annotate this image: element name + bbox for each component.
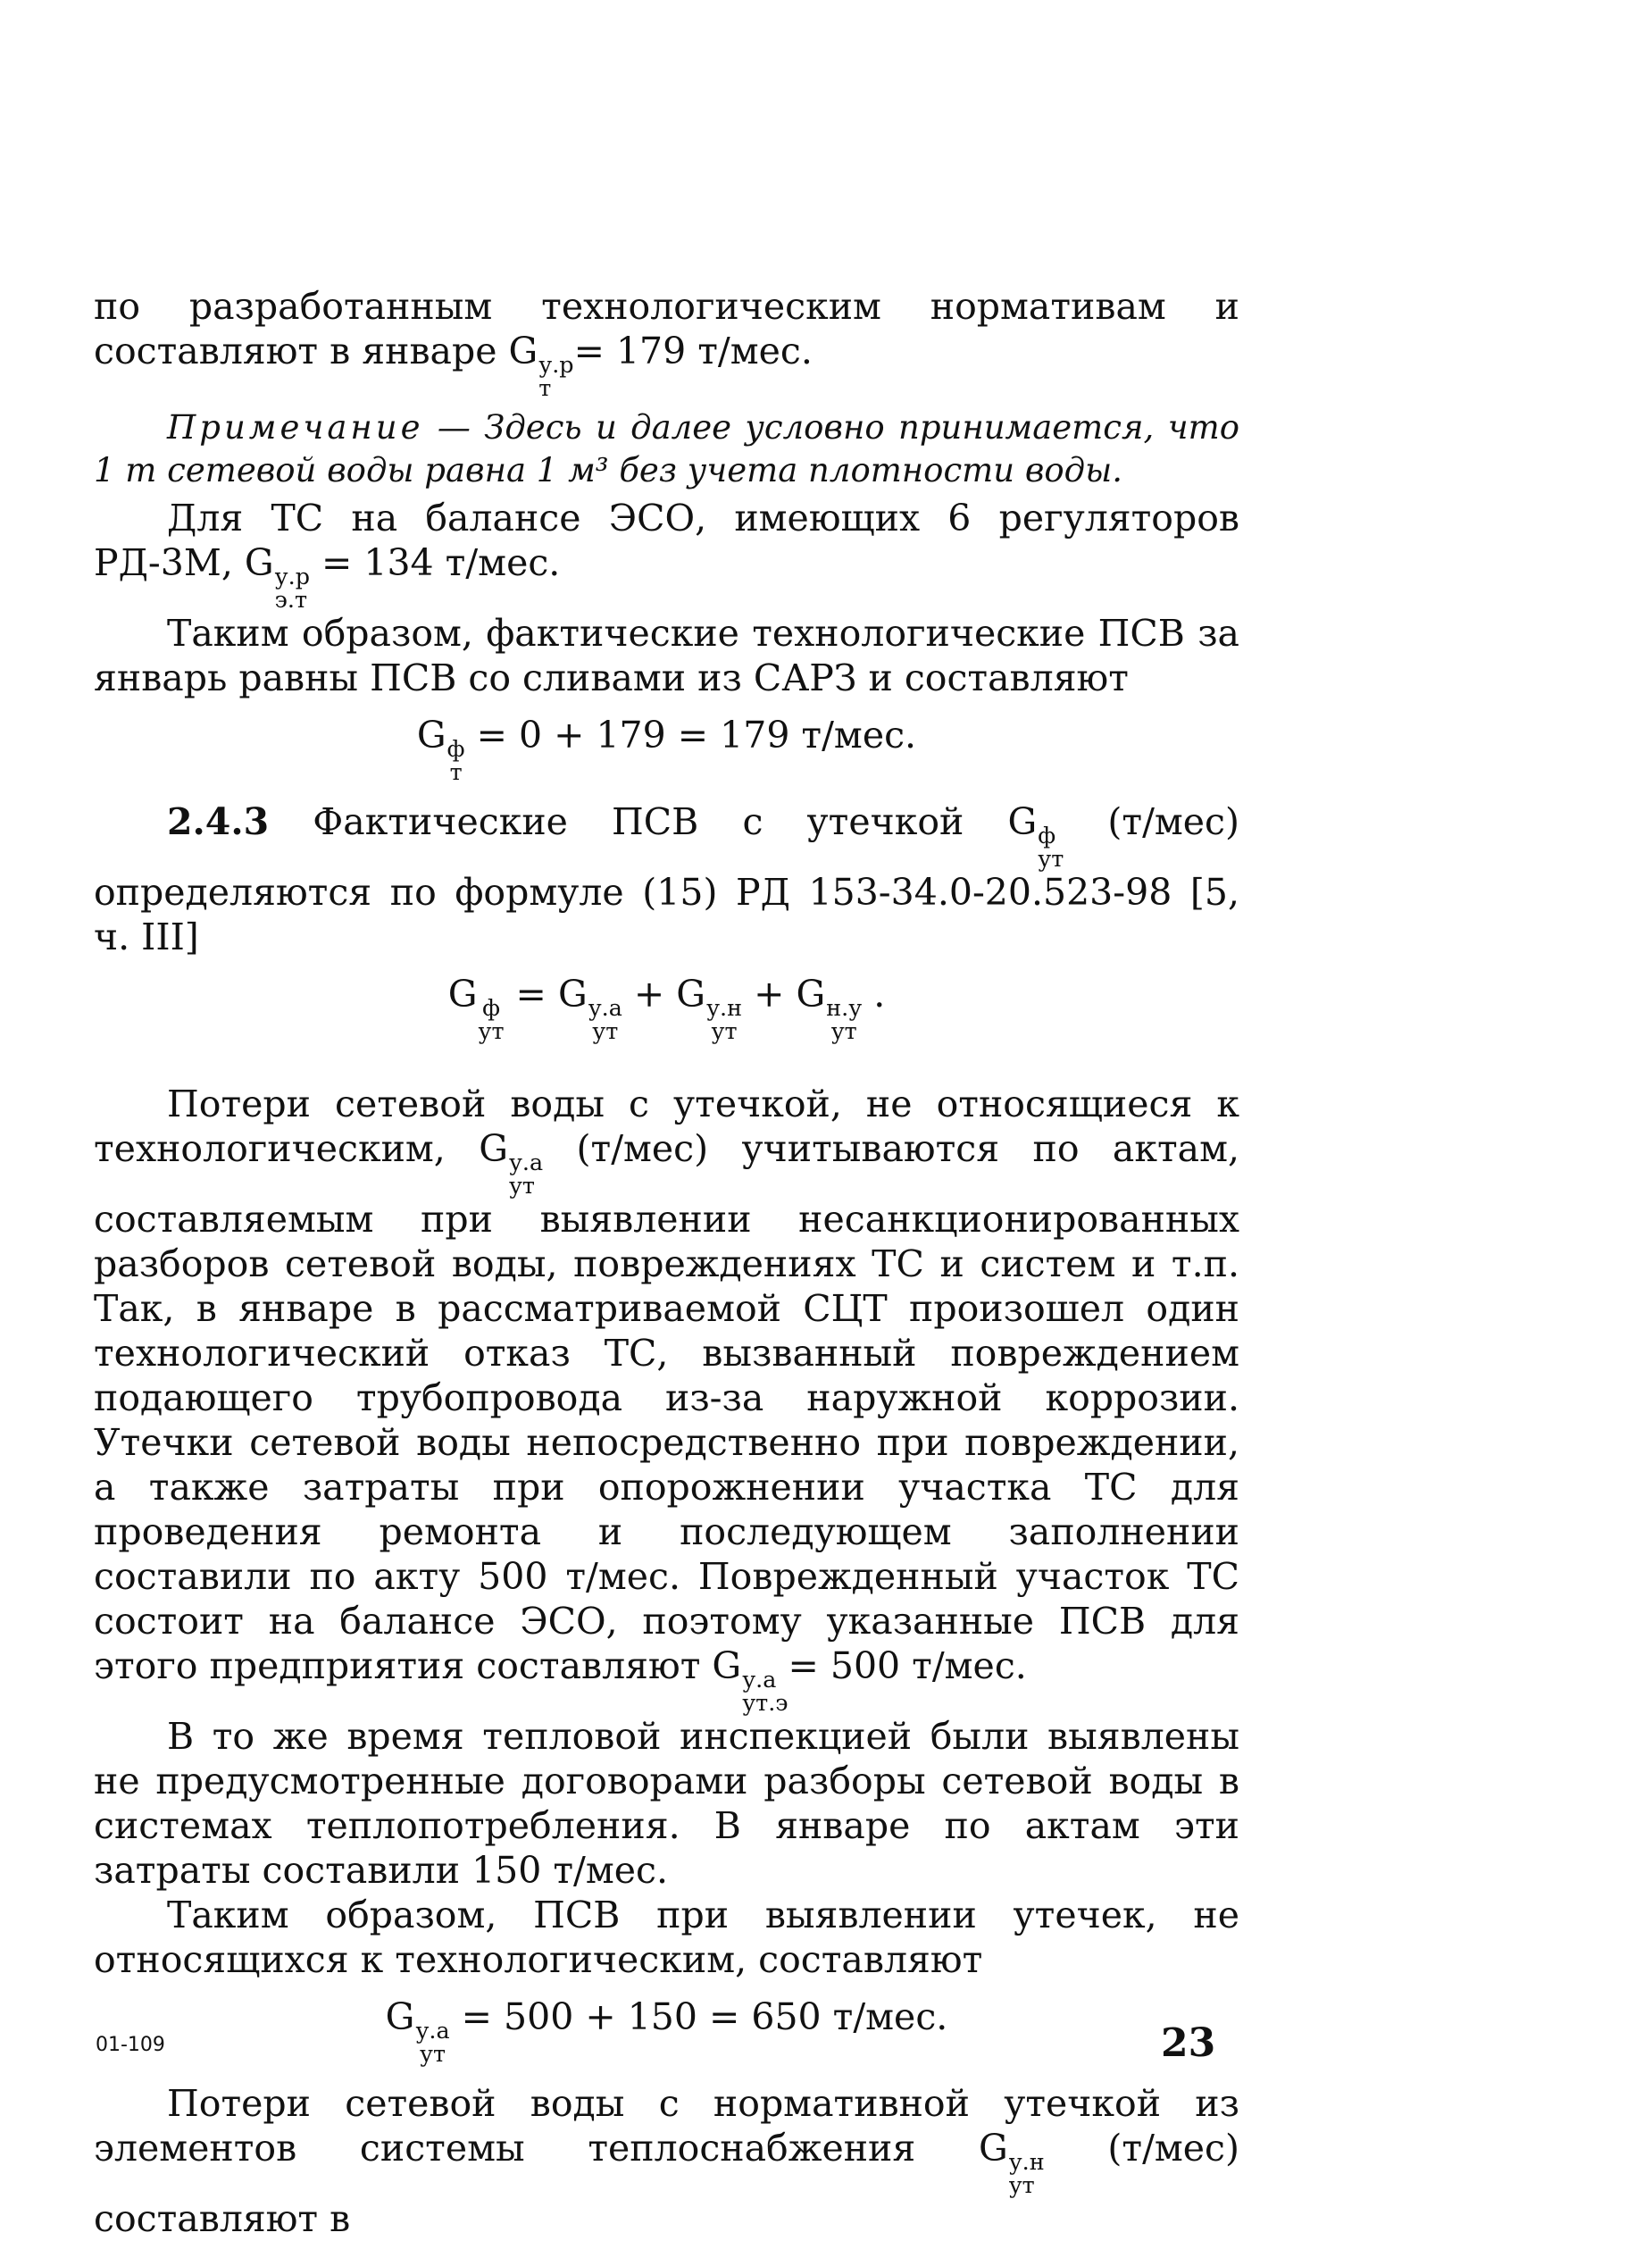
symbol: G [479,1127,508,1170]
superscript: у.а [508,1149,544,1176]
subscript: ут [508,1171,535,1199]
superscript: у.р [538,351,574,379]
subscript: ут [592,1016,619,1044]
superscript: у.а [415,2017,450,2044]
subscript: ут [711,1016,738,1044]
subscript: т [449,757,463,785]
symbol: G [416,714,446,757]
superscript: у.н [1008,2148,1045,2176]
formula-2 [94,972,1239,1042]
sup-sub [1008,2148,1045,2198]
superscript: у.а [742,1666,777,1693]
subscript: ут [1008,2170,1035,2198]
symbol: G [447,973,478,1016]
text: (т/мес) составляют в [94,2127,1239,2240]
sup-sub [415,2019,449,2065]
text: по разработанным технологическим нормативам и составляют в январе [94,285,1239,372]
subscript: т [538,373,552,401]
text: . [862,973,886,1016]
sup-sub [588,994,622,1044]
sup-sub [478,994,505,1044]
text: Фактические ПСВ с утечкой [269,800,1008,843]
text: + [622,973,677,1016]
text: + [742,973,797,1016]
superscript: у.р [274,563,310,590]
sup-sub [446,735,465,785]
symbol: G [244,541,274,584]
paragraph-4 [94,1082,1239,1714]
page-number: 23 [1161,2020,1216,2066]
text: = 500 + 150 = 650 т/мес. [449,1995,948,2038]
text: = 134 т/мес. [309,541,561,584]
subscript: ут [478,1016,505,1044]
formula-3 [94,1994,1239,2065]
sup-sub [509,1151,543,1197]
superscript: ф [446,735,465,763]
subscript: э.т [274,585,308,613]
text: = 500 т/мес. [788,1644,1027,1687]
text: Потери сетевой воды с утечкой, не относящиеся к технологическим, [94,1083,1239,1170]
text: Потери сетевой воды с нормативной утечкой из элементов системы теплоснабжения [94,2082,1239,2170]
paragraph-1 [94,284,1239,399]
symbol: G [385,1995,415,2038]
symbol: G [978,2127,1008,2170]
note [94,406,1239,492]
formula-1 [94,713,1239,783]
subscript: ут [830,1016,857,1044]
symbol: G [557,973,588,1016]
paragraph-6: Таким образом, ПСВ при выявлении утечек, не относящихся к технологическим, составляют [94,1894,1239,1981]
superscript: ф [482,994,500,1022]
footer-code: 01-109 [96,2034,165,2056]
text: Для ТС на балансе ЭСО, имеющих 6 регуляторов РД-3М, [94,497,1239,584]
sup-sub [742,1668,788,1714]
superscript: у.а [588,994,622,1022]
text: = [504,973,558,1016]
text: = 179 т/мес. [573,330,813,372]
body-text [94,284,1239,2241]
sup-sub [1038,824,1064,870]
symbol: G [508,330,538,372]
sup-sub [275,565,310,611]
subscript: ут.э [742,1688,788,1716]
note-label: Примечание [167,408,424,447]
symbol: G [676,973,706,1016]
text: (т/мес) определяются по формуле (15) РД 153-34.0-20.523-98 [5, ч. III] [94,800,1239,958]
section-number: 2.4.3 [167,800,270,843]
symbol: G [1007,800,1038,843]
paragraph-3: Таким образом, фактические технологические ПСВ за январь равны ПСВ со сливами из САРЗ и составляют [94,612,1239,699]
paragraph-5: В то же время тепловой инспекцией были выявлены не предусмотренные договорами разборы сетевой воды в системах теплопотребления. В январе по актам эти затраты составили 150 т/мес. [94,1715,1239,1892]
superscript: ф [1038,822,1056,849]
sup-sub [706,994,743,1044]
superscript: у.н [706,994,743,1022]
sup-sub [826,994,863,1044]
note-text: — Здесь и далее условно принимается, что 1 т сетевой воды равна 1 м³ без учета плотности воды. [94,408,1239,489]
text: = 0 + 179 = 179 т/мес. [464,714,917,757]
text: (т/мес) учитываются по актам, составляемым при выявлении несанкционированных разборов сетевой воды, повреждениях ТС и систем и т.п. Так, в январе в рассматриваемой СЦТ произошел один технологический отказ ТС, вызванный повреждением подающего трубопровода из-за наружной коррозии. Утечки сетевой воды непосредственно при повреждении, а также затраты при опорожнении участка ТС для проведения ремонта и последующем заполнении составили по акту 500 т/мес. Поврежденный участок ТС состоит на балансе ЭСО, поэтому указанные ПСВ для этого предприятия составляют [94,1127,1240,1687]
symbol: G [712,1644,742,1687]
subscript: ут [420,2039,446,2067]
subscript: ут [1038,844,1064,872]
paragraph-2 [94,496,1239,611]
paragraph-7 [94,2081,1239,2241]
sup-sub [538,351,574,401]
section-heading-paragraph [94,799,1239,959]
superscript: н.у [826,994,863,1022]
symbol: G [796,973,826,1016]
